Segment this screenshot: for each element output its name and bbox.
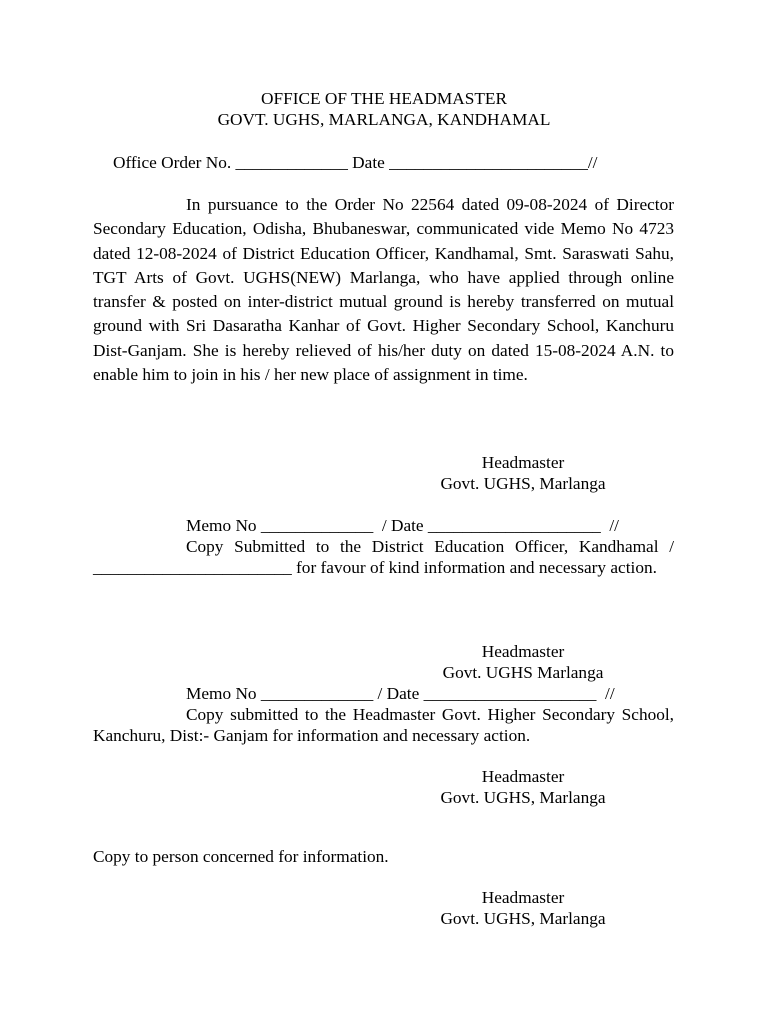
signature-office: Govt. UGHS, Marlanga	[440, 788, 606, 807]
signature-1	[400, 452, 646, 494]
signature-title: Headmaster	[481, 642, 565, 661]
main-paragraph: In pursuance to the Order No 22564 dated 09-08-2024 of Director Secondary Education, Odisha, Bhubaneswar, communicated vide Memo No 4723 dated 12-08-2024 of District Education Officer, Kandhamal, Smt. Saraswati Sahu, TGT Arts of Govt. UGHS(NEW) Marlanga, who have applied through online transfer & posted on inter-district mutual ground is hereby transferred on mutual ground with Sri Dasaratha Kanhar of Govt. Higher Secondary School, Kanchuru Dist-Ganjam. She is hereby relieved of his/her duty on dated 15-08-2024 A.N. to enable him to join in his / her new place of assignment in time.	[93, 195, 674, 385]
signature-2	[400, 641, 646, 683]
header-office: OFFICE OF THE HEADMASTER	[261, 89, 507, 108]
copy-person-line: Copy to person concerned for information.	[93, 847, 389, 866]
header-school: GOVT. UGHS, MARLANGA, KANDHAMAL	[217, 110, 551, 129]
office-order-line: Office Order No. _____________ Date _______________________//	[113, 153, 598, 172]
signature-4	[400, 887, 646, 929]
memo-1-line: Memo No _____________ / Date ____________________ //	[186, 516, 619, 535]
signature-office: Govt. UGHS Marlanga	[442, 663, 604, 682]
signature-title: Headmaster	[481, 888, 565, 907]
signature-office: Govt. UGHS, Marlanga	[440, 909, 606, 928]
memo-2-line: Memo No _____________ / Date ____________________ //	[186, 684, 615, 703]
signature-title: Headmaster	[481, 767, 565, 786]
signature-office: Govt. UGHS, Marlanga	[440, 474, 606, 493]
signature-3	[400, 766, 646, 808]
signature-title: Headmaster	[481, 453, 565, 472]
memo-2-text: Copy submitted to the Headmaster Govt. Higher Secondary School, Kanchuru, Dist:- Ganjam for information and necessary action.	[93, 705, 674, 745]
memo-1-text: Copy Submitted to the District Education Officer, Kandhamal / _______________________ for favour of kind information and necessary action.	[93, 537, 674, 577]
